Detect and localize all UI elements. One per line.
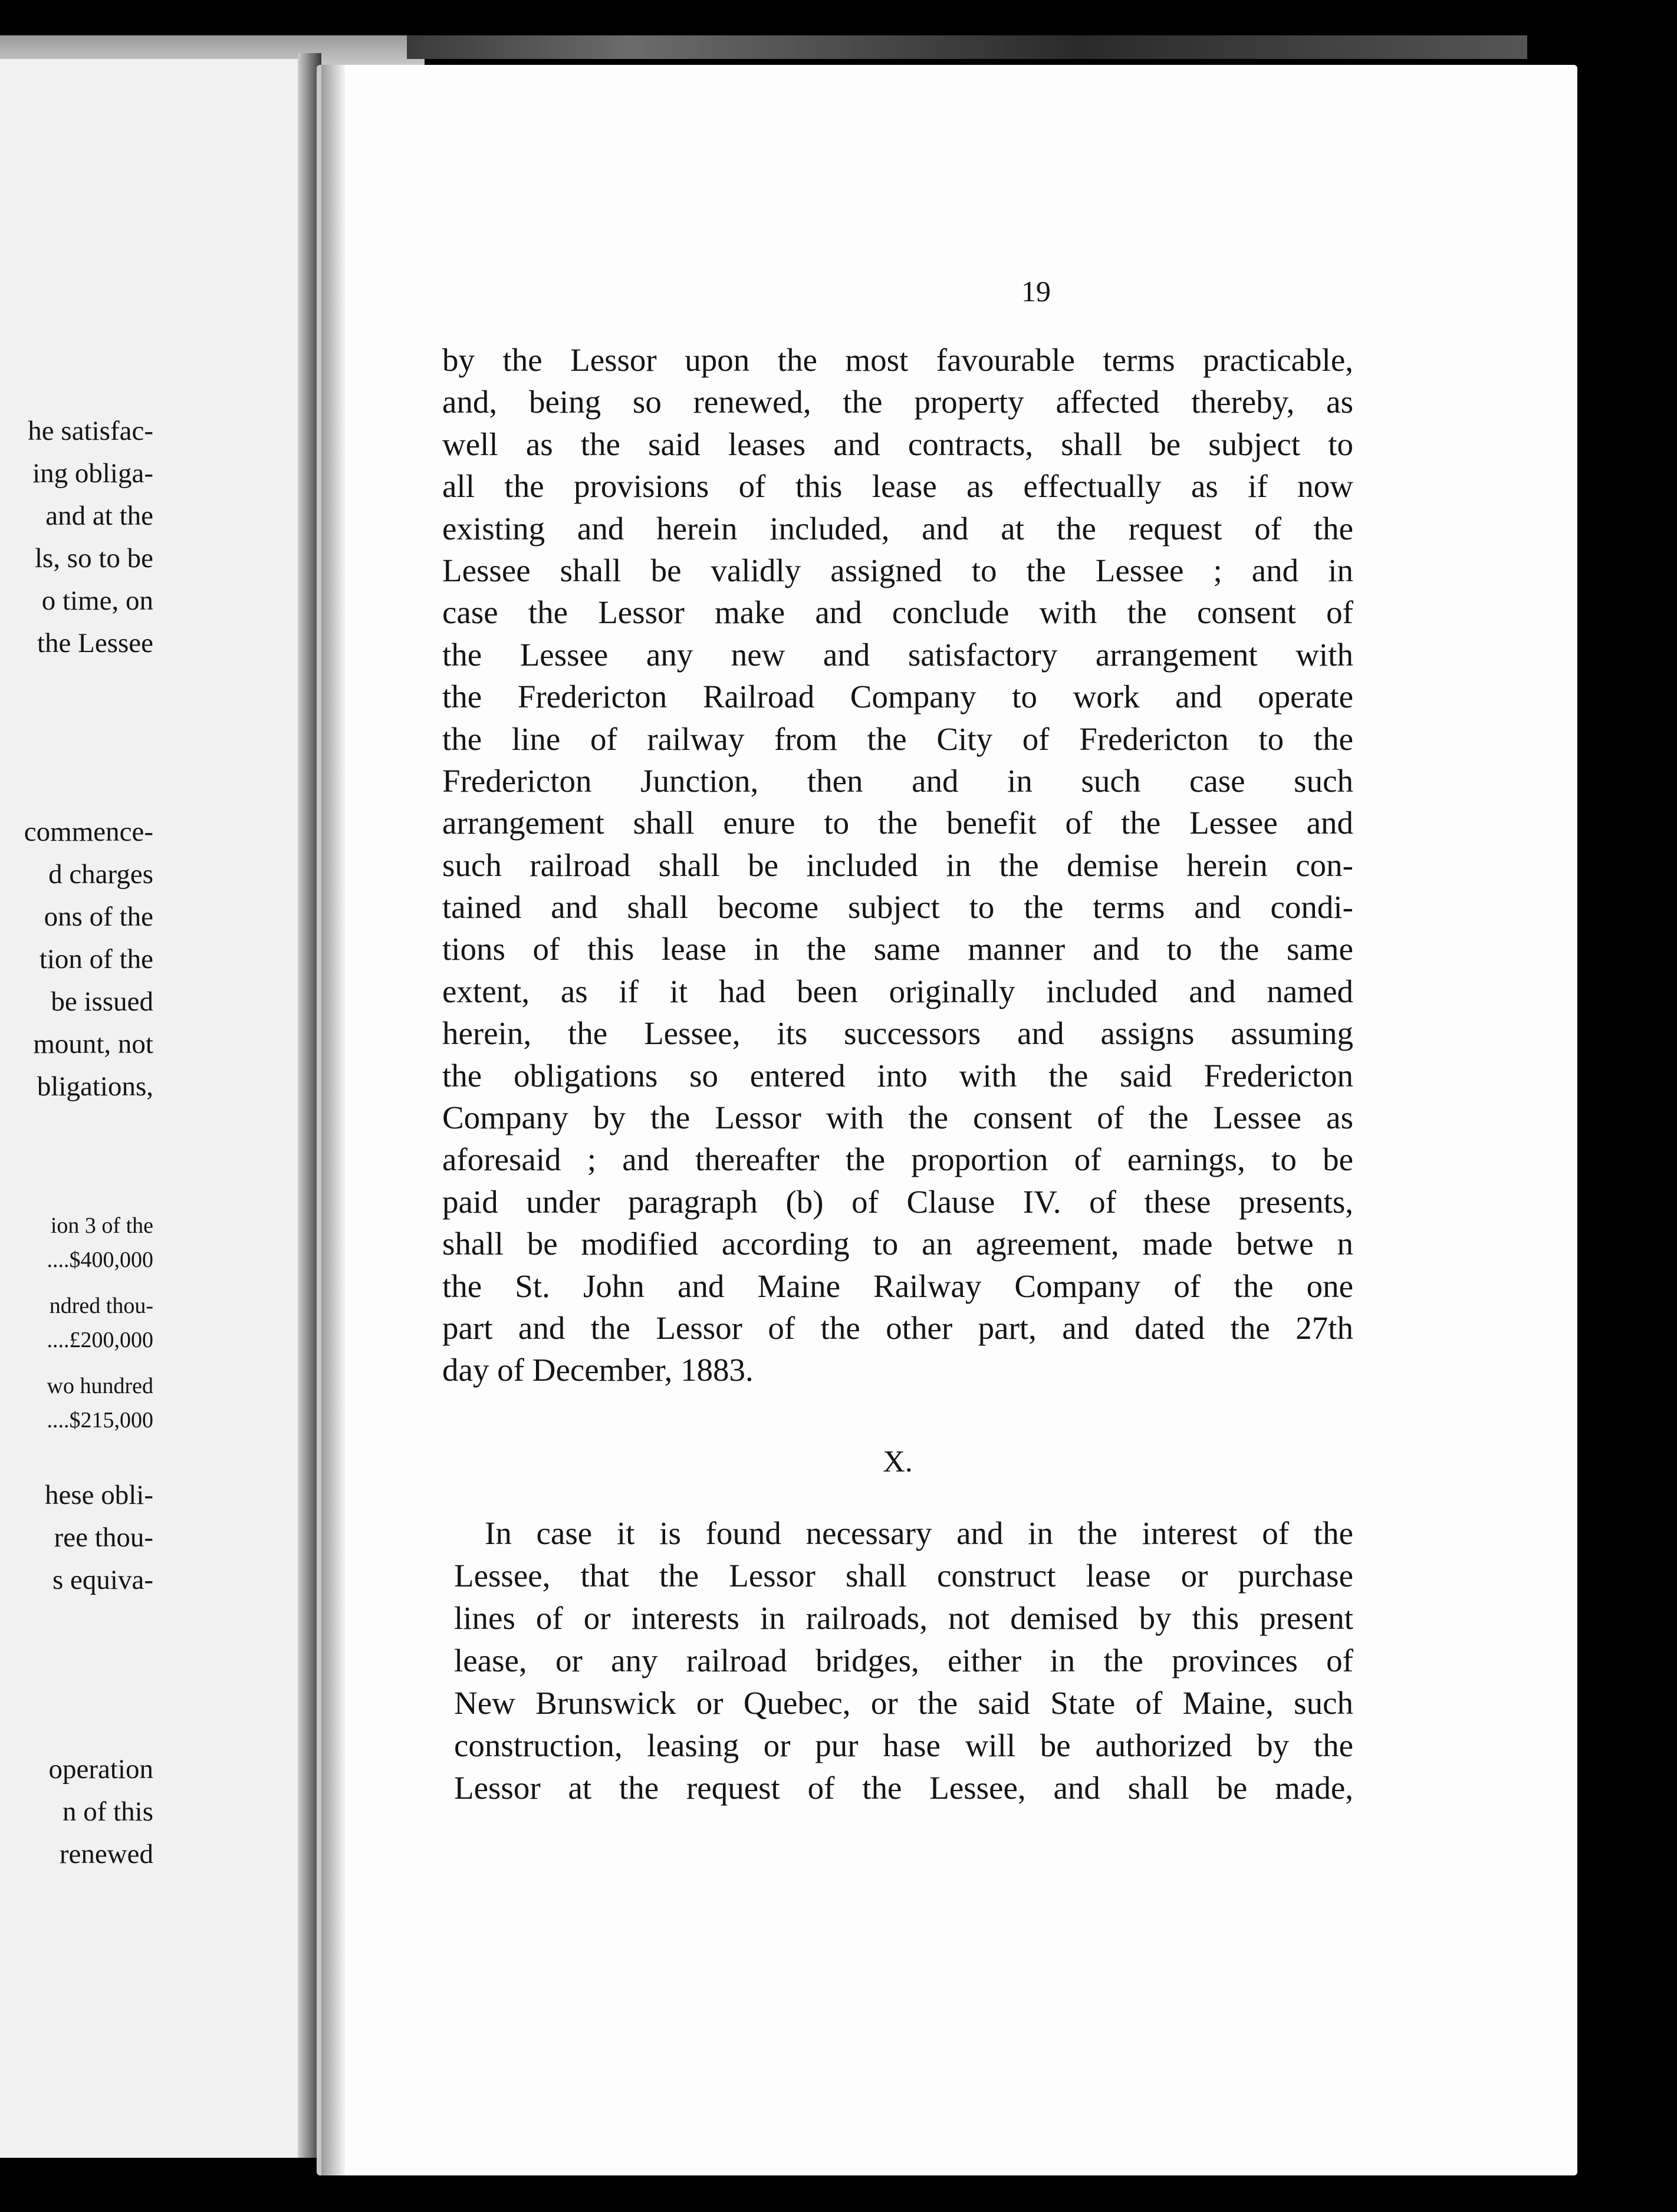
left-line: ls, so to be	[34, 543, 153, 574]
text-line: Fredericton Junction, then and in such case such	[442, 762, 1353, 799]
left-line: ....$400,000	[47, 1247, 153, 1272]
text-line: part and the Lessor of the other part, and dated the 27th	[442, 1309, 1353, 1346]
left-line: be issued	[51, 986, 153, 1017]
text-line: New Brunswick or Quebec, or the said State of Maine, such	[454, 1685, 1353, 1721]
left-line: commence-	[24, 817, 153, 847]
text-line: such railroad shall be included in the demise herein con-	[442, 847, 1353, 883]
text-line: well as the said leases and contracts, shall be subject to	[442, 426, 1353, 462]
left-page-text-block-3	[0, 1209, 153, 1437]
left-line: tion of the	[39, 944, 153, 975]
left-line: mount, not	[33, 1029, 153, 1059]
left-line: n of this	[62, 1796, 153, 1827]
left-line: ion 3 of the	[50, 1213, 153, 1238]
text-line: lines of or interests in railroads, not demised by this present	[454, 1600, 1353, 1636]
paragraph-clause-ix-continued	[442, 339, 1353, 1391]
text-line: tions of this lease in the same manner and to the same	[442, 931, 1353, 967]
left-line: renewed	[59, 1839, 153, 1869]
text-line: aforesaid ; and thereafter the proportion of earnings, to be	[442, 1141, 1353, 1178]
left-line: ing obliga-	[32, 458, 153, 489]
text-line: tained and shall become subject to the terms and condi-	[442, 889, 1353, 926]
text-line: day of December, 1883.	[442, 1352, 754, 1388]
book-gutter-shadow	[298, 53, 321, 2158]
text-line: herein, the Lessee, its successors and assigns assuming	[442, 1015, 1353, 1052]
text-line: the Lessee any new and satisfactory arrangement with	[442, 636, 1353, 673]
text-line: the line of railway from the City of Fredericton to the	[442, 720, 1353, 757]
left-line: ndred thou-	[49, 1293, 153, 1318]
right-page-gutter	[321, 65, 345, 2175]
left-line: and at the	[45, 501, 153, 531]
left-line: s equiva-	[52, 1565, 153, 1595]
text-line: In case it is found necessary and in the interest of the	[485, 1515, 1353, 1551]
left-line: operation	[48, 1754, 153, 1785]
left-line: ....£200,000	[47, 1328, 153, 1352]
left-line: he satisfac-	[28, 416, 153, 446]
text-line: and, being so renewed, the property affected thereby, as	[442, 384, 1353, 420]
text-line: by the Lessor upon the most favourable terms practicable,	[442, 342, 1353, 378]
text-line: Lessee shall be validly assigned to the Lessee ; and in	[442, 552, 1353, 588]
paragraph-clause-x	[454, 1512, 1353, 1809]
text-line: Company by the Lessor with the consent of the Lessee as	[442, 1100, 1353, 1136]
left-line: the Lessee	[37, 628, 153, 659]
text-line: extent, as if it had been originally included and named	[442, 973, 1353, 1009]
left-line: o time, on	[41, 585, 153, 616]
text-line: Lessor at the request of the Lessee, and shall be made,	[454, 1770, 1353, 1806]
text-line: all the provisions of this lease as effectually as if now	[442, 468, 1353, 505]
left-facing-page	[0, 59, 307, 2158]
section-heading: X.	[883, 1445, 913, 1479]
text-line: Lessee, that the Lessor shall construct lease or purchase	[454, 1558, 1353, 1594]
left-line: ons of the	[44, 901, 153, 932]
text-line: the St. John and Maine Railway Company of the one	[442, 1268, 1353, 1304]
text-line: arrangement shall enure to the benefit of the Lessee and	[442, 805, 1353, 841]
text-line: the obligations so entered into with the said Fredericton	[442, 1057, 1353, 1094]
text-line: lease, or any railroad bridges, either in the provinces of	[454, 1642, 1353, 1678]
left-page-text-block-4	[0, 1474, 153, 1601]
text-line: shall be modified according to an agreement, made betwe n	[442, 1226, 1353, 1262]
left-line: ree thou-	[54, 1522, 153, 1553]
text-line: paid under paragraph (b) of Clause IV. of these presents,	[442, 1183, 1353, 1220]
text-line: existing and herein included, and at the request of the	[442, 510, 1353, 547]
left-line: bligations,	[37, 1071, 153, 1102]
left-page-text-block-2	[0, 811, 153, 1108]
top-page-edge	[407, 35, 1527, 59]
left-page-text-block-1	[0, 410, 153, 664]
text-line: the Fredericton Railroad Company to work and operate	[442, 679, 1353, 715]
left-line: hese obli-	[44, 1480, 153, 1510]
left-page-text-block-5	[0, 1748, 153, 1875]
page-number: 19	[1021, 275, 1051, 308]
left-line: d charges	[48, 859, 153, 890]
text-line: case the Lessor make and conclude with the consent of	[442, 594, 1353, 631]
left-line: wo hundred	[47, 1374, 153, 1398]
text-line: construction, leasing or pur hase will be authorized by the	[454, 1727, 1353, 1763]
left-line: ....$215,000	[47, 1408, 153, 1433]
